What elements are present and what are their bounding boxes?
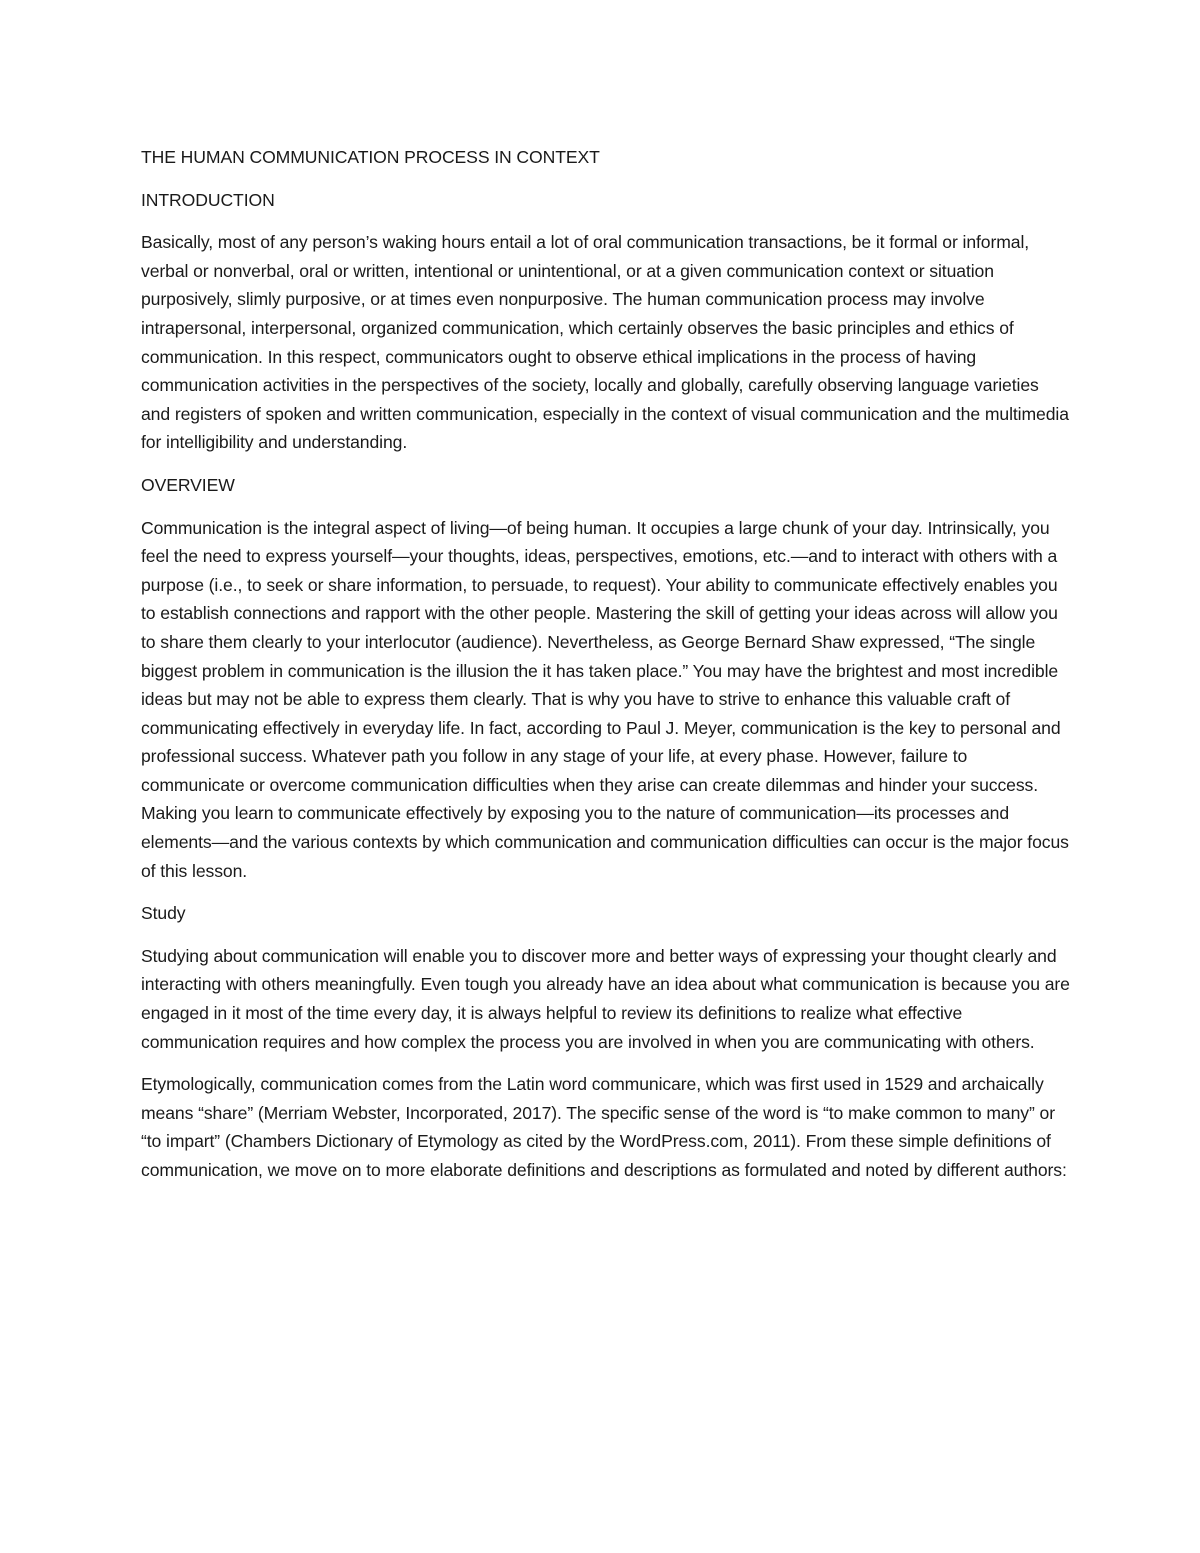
overview-paragraph: Communication is the integral aspect of living—of being human. It occupies a large chunk of your day. Intrinsically, you feel the need to express yourself—your thoughts, ideas, perspectives, emotions, etc.—and to interact with others with a purpose (i.e., to seek or share information, to persuade, to request). Your ability to communicate effectively enables you to establish connections and rapport with the other people. Mastering the skill of getting your ideas across will allow you to share them clearly to your interlocutor (audience). Nevertheless, as George Bernard Shaw expressed, “The single biggest problem in communication is the illusion the it has taken place.” You may have the brightest and most incredible ideas but may not be able to express them clearly. That is why you have to strive to enhance this valuable craft of communicating effectively in everyday life. In fact, according to Paul J. Meyer, communication is the key to personal and professional success. Whatever path you follow in any stage of your life, at every phase. However, failure to communicate or overcome communication difficulties when they arise can create dilemmas and hinder your success. Making you learn to communicate effectively by exposing you to the nature of communication—its processes and elements—and the various contexts by which communication and communication difficulties can occur is the major focus of this lesson.	[141, 517, 1069, 881]
section-heading-introduction: INTRODUCTION	[141, 189, 275, 210]
section-heading-overview: OVERVIEW	[141, 474, 235, 495]
introduction-paragraph: Basically, most of any person’s waking hours entail a lot of oral communication transactions, be it formal or informal, verbal or nonverbal, oral or written, intentional or unintentional, or at a given communication context or situation purposively, slimly purposive, or at times even nonpurposive. The human communication process may involve intrapersonal, interpersonal, organized communication, which certainly observes the basic principles and ethics of communication. In this respect, communicators ought to observe ethical implications in the process of having communication activities in the perspectives of the society, locally and globally, carefully observing language varieties and registers of spoken and written communication, especially in the context of visual communication and the multimedia for intelligibility and understanding.	[141, 232, 1069, 453]
study-paragraph-2: Etymologically, communication comes from the Latin word communicare, which was first used in 1529 and archaically means “share” (Merriam Webster, Incorporated, 2017). The specific sense of the word is “to make common to many” or “to impart” (Chambers Dictionary of Etymology as cited by the WordPress.com, 2011). From these simple definitions of communication, we move on to more elaborate definitions and descriptions as formulated and noted by different authors:	[141, 1074, 1067, 1180]
document-title: THE HUMAN COMMUNICATION PROCESS IN CONTEXT	[141, 147, 600, 167]
study-paragraph-1: Studying about communication will enable you to discover more and better ways of expressing your thought clearly and interacting with others meaningfully. Even tough you already have an idea about what communication is because you are engaged in it most of the time every day, it is always helpful to review its definitions to realize what effective communication requires and how complex the process you are involved in when you are communicating with others.	[141, 945, 1070, 1052]
section-heading-study: Study	[141, 903, 186, 924]
document-body	[141, 143, 1071, 1199]
